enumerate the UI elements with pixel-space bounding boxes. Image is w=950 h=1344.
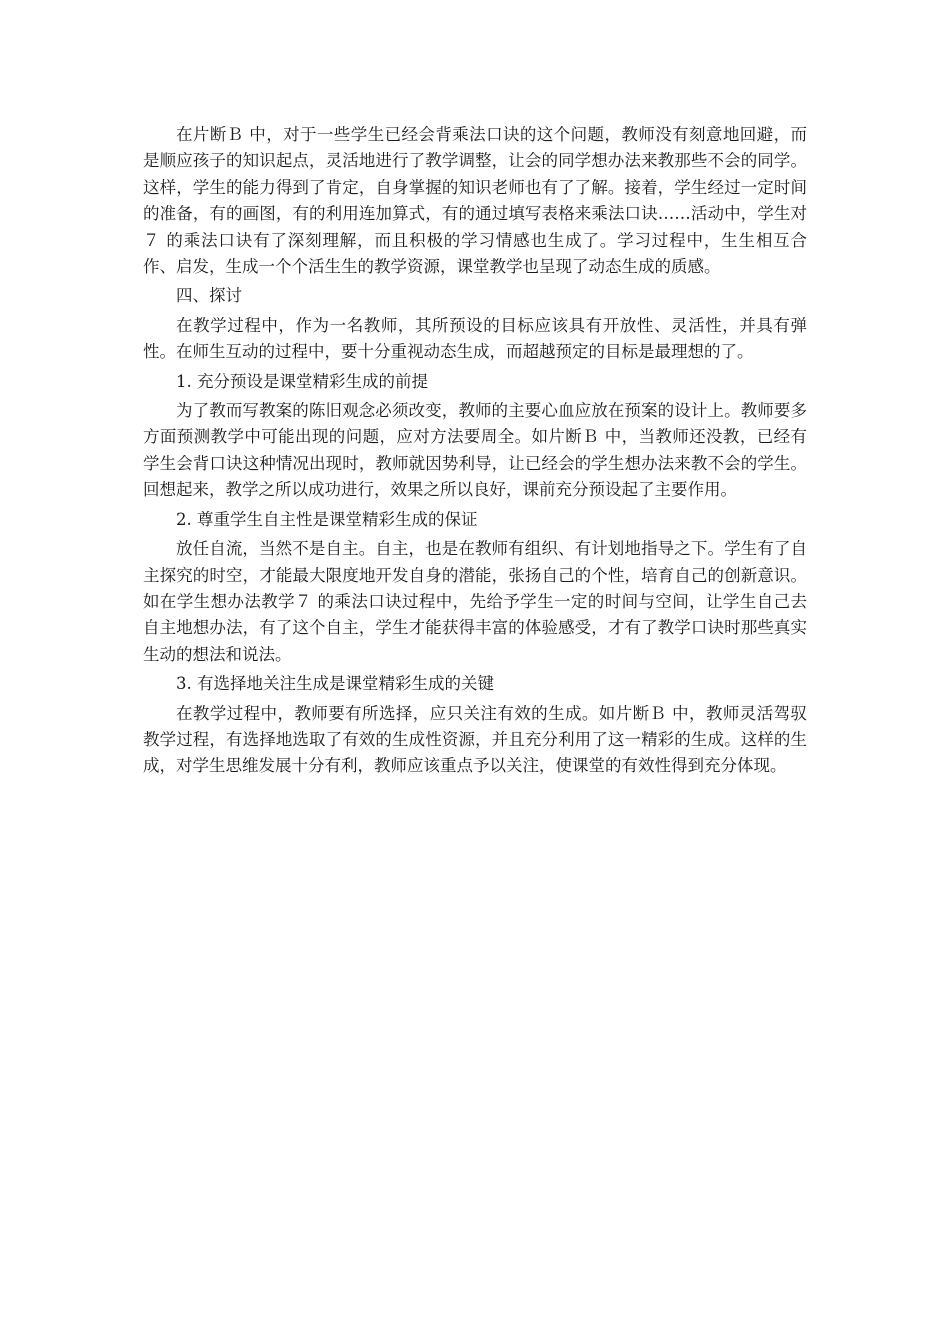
subheading-point-2: 2. 尊重学生自主性是课堂精彩生成的保证 [176, 509, 478, 529]
paragraph-point-1: 为了教而写教案的陈旧观念必须改变，教师的主要心血应放在预案的设计上。教师要多方面预测教学中可能出现的问题，应对方法要周全。如片断Ｂ 中，当教师还没教，已经有学生会背口诀这种情况出现时，教师就因势利导，让已经会的学生想办法来教不会的学生。回想起来，教学之所以成功进行，效果之所以良好，课前充分预设起了主要作用。 [143, 401, 807, 500]
document-body [143, 122, 807, 780]
paragraph-point-2: 放任自流，当然不是自主。自主，也是在教师有组织、有计划地指导之下。学生有了自主探究的时空，才能最大限度地开发自身的潜能，张扬自己的个性，培育自己的创新意识。如在学生想办法教学７ 的乘法口诀过程中，先给予学生一定的时间与空间，让学生自己去自主地想办法，有了这个自主，学生才能获得丰富的体验感受，才有了教学口诀时那些真实生动的想法和说法。 [143, 539, 807, 664]
section-heading-discussion: 四、探讨 [176, 286, 242, 306]
paragraph-fragment-b-analysis: 在片断Ｂ 中，对于一些学生已经会背乘法口诀的这个问题，教师没有刻意地回避，而是顺应孩子的知识起点，灵活地进行了教学调整，让会的同学想办法来教那些不会的同学。这样，学生的能力得到了肯定，自身掌握的知识老师也有了了解。接着，学生经过一定时间的准备，有的画图，有的利用连加算式，有的通过填写表格来乘法口诀……活动中，学生对７ 的乘法口诀有了深刻理解，而且积极的学习情感也生成了。学习过程中，生生相互合作、启发，生成一个个活生生的教学资源，课堂教学也呈现了动态生成的质感。 [143, 125, 807, 277]
paragraph-discussion-intro: 在教学过程中，作为一名教师，其所预设的目标应该具有开放性、灵活性，并具有弹性。在师生互动的过程中，要十分重视动态生成，而超越预定的目标是最理想的了。 [143, 315, 807, 362]
subheading-point-3: 3. 有选择地关注生成是课堂精彩生成的关键 [176, 674, 494, 694]
paragraph-point-3: 在教学过程中，教师要有所选择，应只关注有效的生成。如片断Ｂ 中，教师灵活驾驭教学过程，有选择地选取了有效的生成性资源，并且充分利用了这一精彩的生成。这样的生成，对学生思维发展十分有利，教师应该重点予以关注，使课堂的有效性得到充分体现。 [143, 703, 807, 776]
subheading-point-1: 1. 充分预设是课堂精彩生成的前提 [176, 371, 428, 391]
